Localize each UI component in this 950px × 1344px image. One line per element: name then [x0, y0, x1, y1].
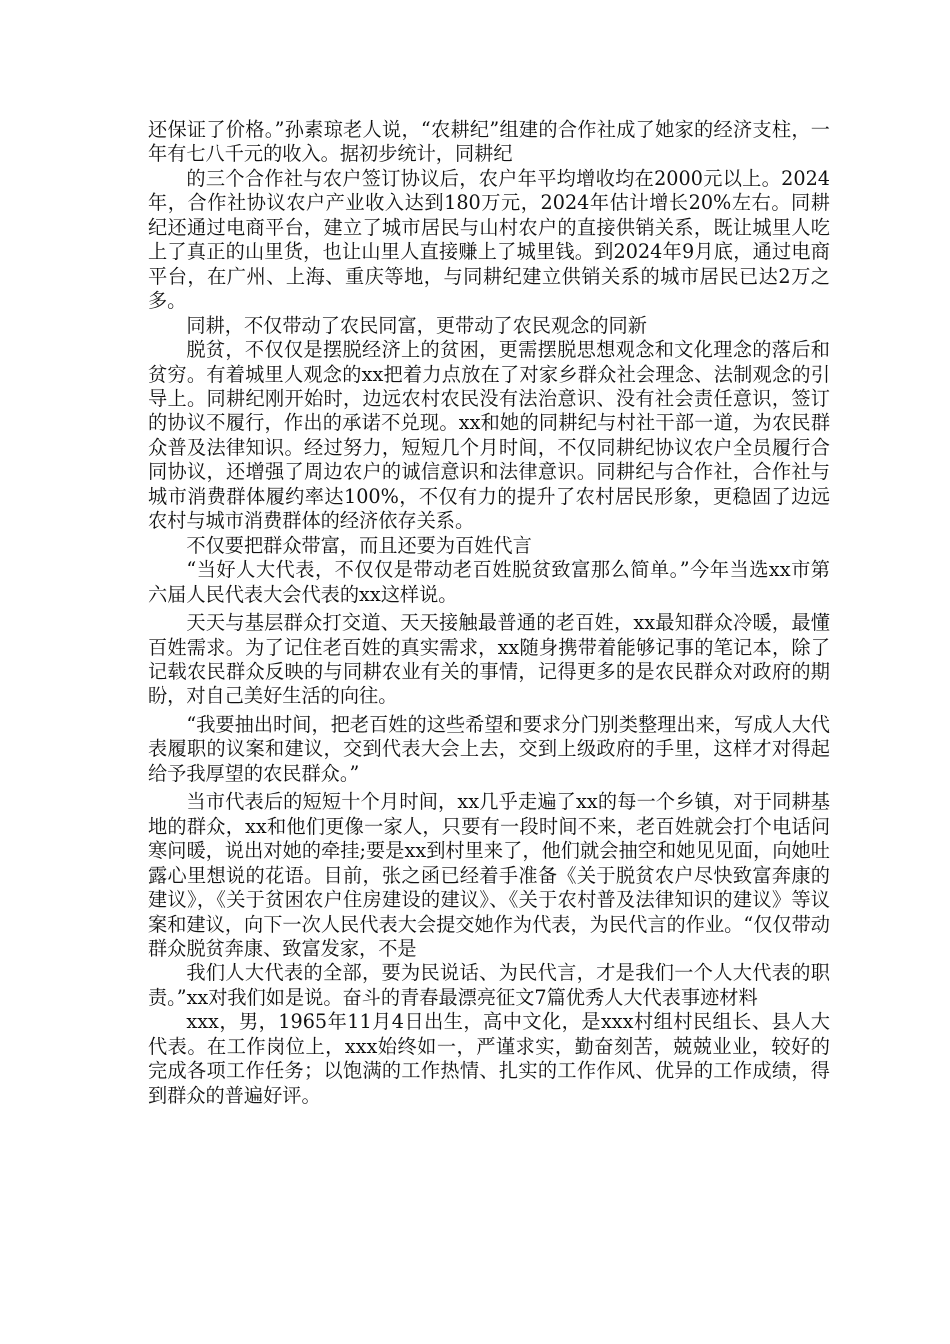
paragraph-8: 我们人大代表的全部，要为民说话、为民代言，才是我们一个人大代表的职责。”xx对我们如是说。奋斗的青春最漂亮征文7篇优秀人大代表事迹材料 — [148, 961, 830, 1009]
section-heading-2: 不仅要把群众带富，而且还要为百姓代言 — [186, 533, 532, 557]
paragraph-5: 天天与基层群众打交道、天天接触最普通的老百姓，xx最知群众冷暖，最懂百姓需求。为了记住老百姓的真实需求，xx随身携带着能够记事的笔记本，除了记载农民群众反映的与同耕农业有关的事情，记得更多的是农民群众对政府的期盼，对自己美好生活的向往。 — [148, 611, 830, 708]
paragraph-7: 当市代表后的短短十个月时间，xx几乎走遍了xx的每一个乡镇，对于同耕基地的群众，xx和他们更像一家人，只要有一段时间不来，老百姓就会打个电话问寒问暖，说出对她的牵挂;要是xx到村里来了，他们就会抽空和她见见面，向她吐露心里想说的花语。目前，张之函已经着手准备《关于脱贫农户尽快致富奔康的建议》，《关于贫困农户住房建设的建议》、《关于农村普及法律知识的建议》等议案和建议，向下一次人民代表大会提交她作为代表，为民代言的作业。“仅仅带动群众脱贫奔康、致富发家，不是 — [148, 790, 830, 960]
paragraph-9: xxx，男，1965年11月4日出生，高中文化，是xxx村组村民组长、县人大代表。在工作岗位上，xxx始终如一，严谨求实，勤奋刻苦，兢兢业业，较好的完成各项工作任务；以饱满的工作热情、扎实的工作作风、优异的工作成绩，得到群众的普遍好评。 — [148, 1010, 830, 1107]
section-heading-1: 同耕，不仅带动了农民同富，更带动了农民观念的同新 — [186, 313, 647, 337]
paragraph-3: 脱贫，不仅仅是摆脱经济上的贫困，更需摆脱思想观念和文化理念的落后和贫穷。有着城里人观念的xx把着力点放在了对家乡群众社会理念、法制观念的引导上。同耕纪刚开始时，边远农村农民没有法治意识、没有社会责任意识，签订的协议不履行，作出的承诺不兑现。xx和她的同耕纪与村社干部一道，为农民群众普及法律知识。经过努力，短短几个月时间，不仅同耕纪协议农户全员履行合同协议，还增强了周边农户的诚信意识和法律意识。同耕纪与合作社，合作社与城市消费群体履约率达100%，不仅有力的提升了农村居民形象，更稳固了边远农村与城市消费群体的经济依存关系。 — [148, 338, 830, 533]
paragraph-1: 还保证了价格。”孙素琼老人说，“农耕纪”组建的合作社成了她家的经济支柱，一年有七八千元的收入。据初步统计，同耕纪 — [148, 118, 830, 166]
paragraph-4: “当好人大代表，不仅仅是带动老百姓脱贫致富那么简单。”今年当选xx市第六届人民代表大会代表的xx这样说。 — [148, 558, 830, 606]
document-body — [148, 118, 830, 1108]
paragraph-6: “我要抽出时间，把老百姓的这些希望和要求分门别类整理出来，写成人大代表履职的议案和建议，交到代表大会上去，交到上级政府的手里，这样才对得起给予我厚望的农民群众。” — [148, 712, 830, 785]
paragraph-2: 的三个合作社与农户签订协议后，农户年平均增收均在2000元以上。2024年，合作社协议农户产业收入达到180万元，2024年估计增长20%左右。同耕纪还通过电商平台，建立了城市居民与山村农户的直接供销关系，既让城里人吃上了真正的山里货，也让山里人直接赚上了城里钱。到2024年9月底，通过电商平台，在广州、上海、重庆等地，与同耕纪建立供销关系的城市居民已达2万之多。 — [148, 166, 830, 313]
